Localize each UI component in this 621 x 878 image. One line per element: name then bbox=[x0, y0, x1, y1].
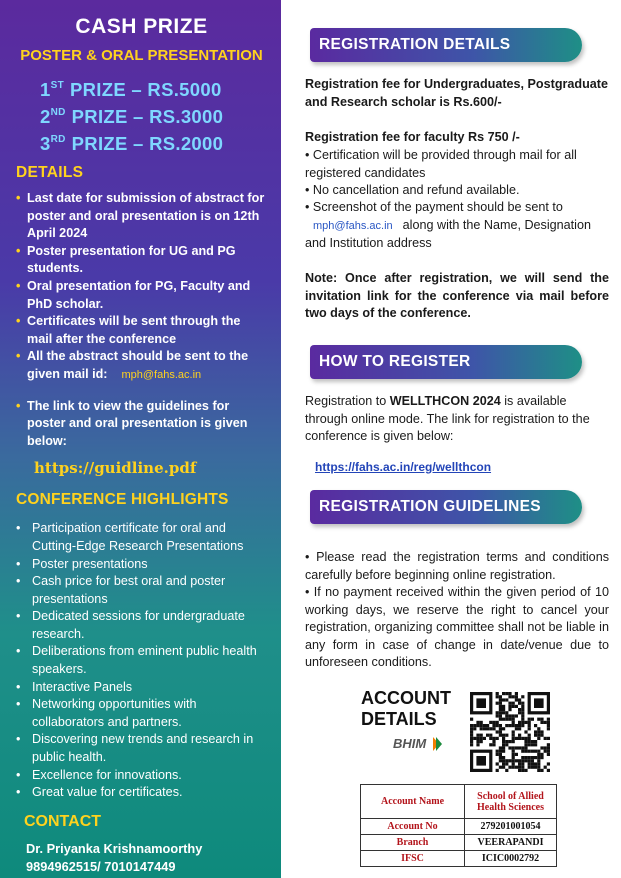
guideline-link[interactable]: https://guidline.pdf bbox=[34, 459, 197, 478]
how-to-register-banner: HOW TO REGISTER bbox=[310, 345, 582, 379]
presentation-subtitle: POSTER & ORAL PRESENTATION bbox=[20, 47, 263, 64]
account-details-heading: ACCOUNT DETAILS bbox=[361, 688, 451, 729]
guideline-item-1: • Please read the registration terms and conditions carefully before beginning online registration. bbox=[305, 550, 609, 582]
details-list bbox=[16, 190, 267, 450]
registration-guidelines-banner: REGISTRATION GUIDELINES bbox=[310, 490, 582, 524]
prize-3: 3RD PRIZE – RS.2000 bbox=[40, 133, 224, 154]
prize-list bbox=[16, 74, 267, 155]
list-item: • Poster presentation for UG and PG students. bbox=[16, 243, 236, 276]
registration-note: Note: Once after registration, we will send the invitation link for the conference via mail before two days of the conference. bbox=[305, 271, 609, 321]
list-item: • Certificates will be sent through the mail after the conference bbox=[16, 314, 241, 346]
contact-phone[interactable]: 9894962515/ 7010147449 bbox=[26, 858, 176, 874]
prize-2: 2ND PRIZE – RS.3000 bbox=[40, 106, 224, 127]
guideline-item-2: • If no payment received within the given period of 10 working days, we reserve the right to cancel your registration, organizing committee shall not be liable in any form in case of change in date/venue due to unforeseen conditions. bbox=[305, 585, 609, 670]
contact-heading: CONTACT bbox=[24, 812, 102, 830]
left-panel bbox=[0, 0, 281, 878]
list-item: • Networking opportunities with collaborators and partners. bbox=[16, 697, 197, 729]
svg-text:BHIM: BHIM bbox=[393, 736, 427, 751]
payment-qr-code bbox=[470, 692, 550, 772]
bhim-logo bbox=[393, 734, 443, 759]
contact-name: Dr. Priyanka Krishnamoorthy bbox=[26, 840, 203, 856]
list-item: • Interactive Panels bbox=[16, 679, 133, 694]
details-heading: DETAILS bbox=[16, 164, 84, 181]
highlights-list bbox=[16, 520, 267, 802]
list-item: • Participation certificate for oral and Cutting-Edge Research Presentations bbox=[16, 521, 244, 553]
list-item: • Great value for certificates. bbox=[16, 785, 183, 800]
list-item: • Cash price for best oral and poster presentations bbox=[16, 574, 226, 606]
spacer bbox=[16, 385, 267, 398]
table-row: Account Name School of Allied Health Sciences bbox=[361, 785, 557, 819]
cash-prize-title: CASH PRIZE bbox=[75, 15, 208, 38]
list-item: • Poster presentations bbox=[16, 556, 148, 571]
fee-faculty: Registration fee for faculty Rs 750 /- bbox=[305, 130, 520, 144]
list-item: • All the abstract should be sent to the given mail id: mph@fahs.ac.in bbox=[16, 348, 267, 384]
fee-students: Registration fee for Undergraduates, Postgraduate and Research scholar is Rs.600/- bbox=[305, 77, 609, 109]
list-item: • The link to view the guidelines for poster and oral presentation is given below: bbox=[16, 398, 248, 448]
list-item: • Excellence for innovations. bbox=[16, 767, 182, 782]
list-item: • Last date for submission of abstract for poster and oral presentation is on 12th April 2024 bbox=[16, 191, 265, 241]
table-row: Branch VEERAPANDI bbox=[361, 835, 557, 851]
bullet-refund: • No cancellation and refund available. bbox=[305, 183, 520, 197]
table-row: IFSC ICIC0002792 bbox=[361, 851, 557, 867]
list-item: • Discovering new trends and research in public health. bbox=[16, 732, 254, 765]
how-to-register-text: Registration to WELLTHCON 2024 is available through online mode. The link for registration to the conference is given below: bbox=[305, 394, 590, 444]
list-item: • Deliberations from eminent public health speakers. bbox=[16, 644, 257, 677]
screenshot-mail-link[interactable]: mph@fahs.ac.in bbox=[313, 219, 393, 232]
list-item: • Oral presentation for PG, Faculty and PhD scholar. bbox=[16, 278, 251, 311]
registration-link[interactable]: https://fahs.ac.in/reg/wellthcon bbox=[315, 460, 492, 474]
table-row: Account No 279201001054 bbox=[361, 819, 557, 835]
bullet-certification: • Certification will be provided through mail for all registered candidates bbox=[305, 148, 577, 180]
highlights-heading: CONFERENCE HIGHLIGHTS bbox=[16, 491, 229, 509]
details-mail-link[interactable]: mph@fahs.ac.in bbox=[121, 368, 202, 381]
account-details-table bbox=[360, 784, 557, 867]
prize-1: 1ST PRIZE – RS.5000 bbox=[40, 79, 222, 100]
bullet-screenshot: • Screenshot of the payment should be sent to mph@fahs.ac.in along with the Name, Designation and Institution address bbox=[305, 200, 591, 251]
list-item: • Dedicated sessions for undergraduate research. bbox=[16, 609, 245, 641]
registration-details-banner: REGISTRATION DETAILS bbox=[310, 28, 582, 62]
